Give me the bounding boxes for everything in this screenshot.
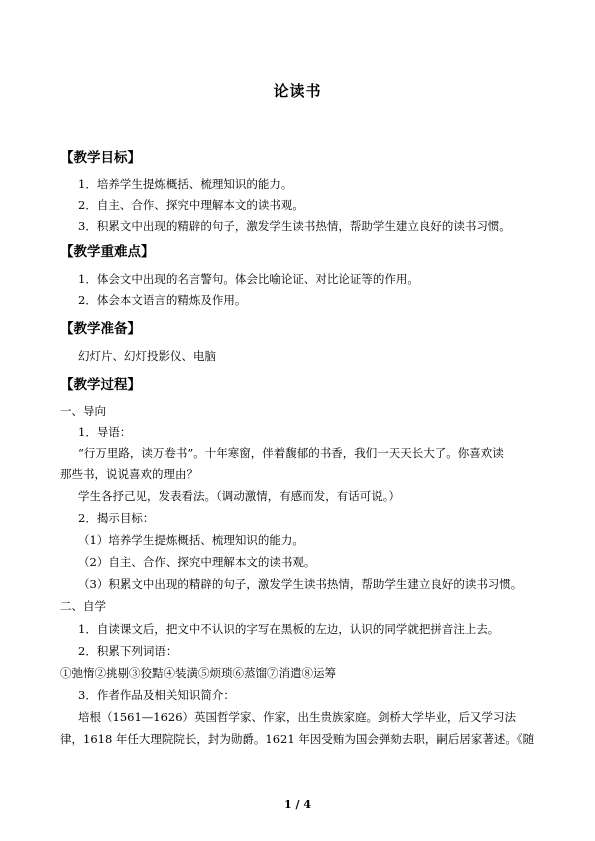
process-line: 学生各抒己见，发表看法。（调动激情，有感而发，有话可说。） <box>78 489 400 503</box>
process-line: 一、导向 <box>60 404 106 418</box>
page-indicator: 1 / 4 <box>284 798 311 811</box>
process-line: （3）积累文中出现的精辟的句子，激发学生读书热情，帮助学生建立良好的读书习惯。 <box>78 577 523 591</box>
section-heading-process: 【教学过程】 <box>60 377 141 393</box>
document-title: 论读书 <box>273 82 322 100</box>
section-heading-goals: 【教学目标】 <box>60 150 141 166</box>
section-heading-keypoints: 【教学重难点】 <box>60 244 155 260</box>
process-line: “行万里路，读万卷书”。十年寒窗，伴着馥郁的书香，我们一天天长大了。你喜欢读 <box>78 446 504 460</box>
section-heading-prep: 【教学准备】 <box>60 321 141 337</box>
process-line: 2．积累下列词语： <box>78 644 178 658</box>
process-line: ①弛惰②挑剔③狡黠④装潢⑤烦琐⑥蒸馏⑦消遣⑧运筹 <box>60 666 336 680</box>
process-line: 培根（1561—1626）英国哲学家、作家，出生贵族家庭。剑桥大学毕业，后又学习法 <box>78 710 517 724</box>
goal-item: 1．培养学生提炼概括、梳理知识的能力。 <box>78 177 293 191</box>
process-line: 2．揭示目标： <box>78 511 155 525</box>
goal-item: 3．积累文中出现的精辟的句子，激发学生读书热情，帮助学生建立良好的读书习惯。 <box>78 219 511 233</box>
prep-text: 幻灯片、幻灯投影仪、电脑 <box>78 349 216 363</box>
process-line: 1．导语： <box>78 425 132 439</box>
process-line: 那些书，说说喜欢的理由？ <box>60 467 198 481</box>
keypoint-item: 2．体会本文语言的精炼及作用。 <box>78 293 247 307</box>
process-line: 律，1618 年任大理院院长，封为勋爵。1621 年因受贿为国会弹劾去职，嗣后居家著述。《随 <box>60 732 535 746</box>
goal-item: 2．自主、合作、探究中理解本文的读书观。 <box>78 198 304 212</box>
process-line: 3．作者作品及相关知识简介： <box>78 688 235 702</box>
process-line: 二、自学 <box>60 599 106 613</box>
process-line: （2）自主、合作、探究中理解本文的读书观。 <box>78 555 316 569</box>
process-line: （1）培养学生提炼概括、梳理知识的能力。 <box>78 533 304 547</box>
keypoint-item: 1．体会文中出现的名言警句。体会比喻论证、对比论证等的作用。 <box>78 272 419 286</box>
process-line: 1．自读课文后，把文中不认识的字写在黑板的左边，认识的同学就把拼音注上去。 <box>78 622 500 636</box>
